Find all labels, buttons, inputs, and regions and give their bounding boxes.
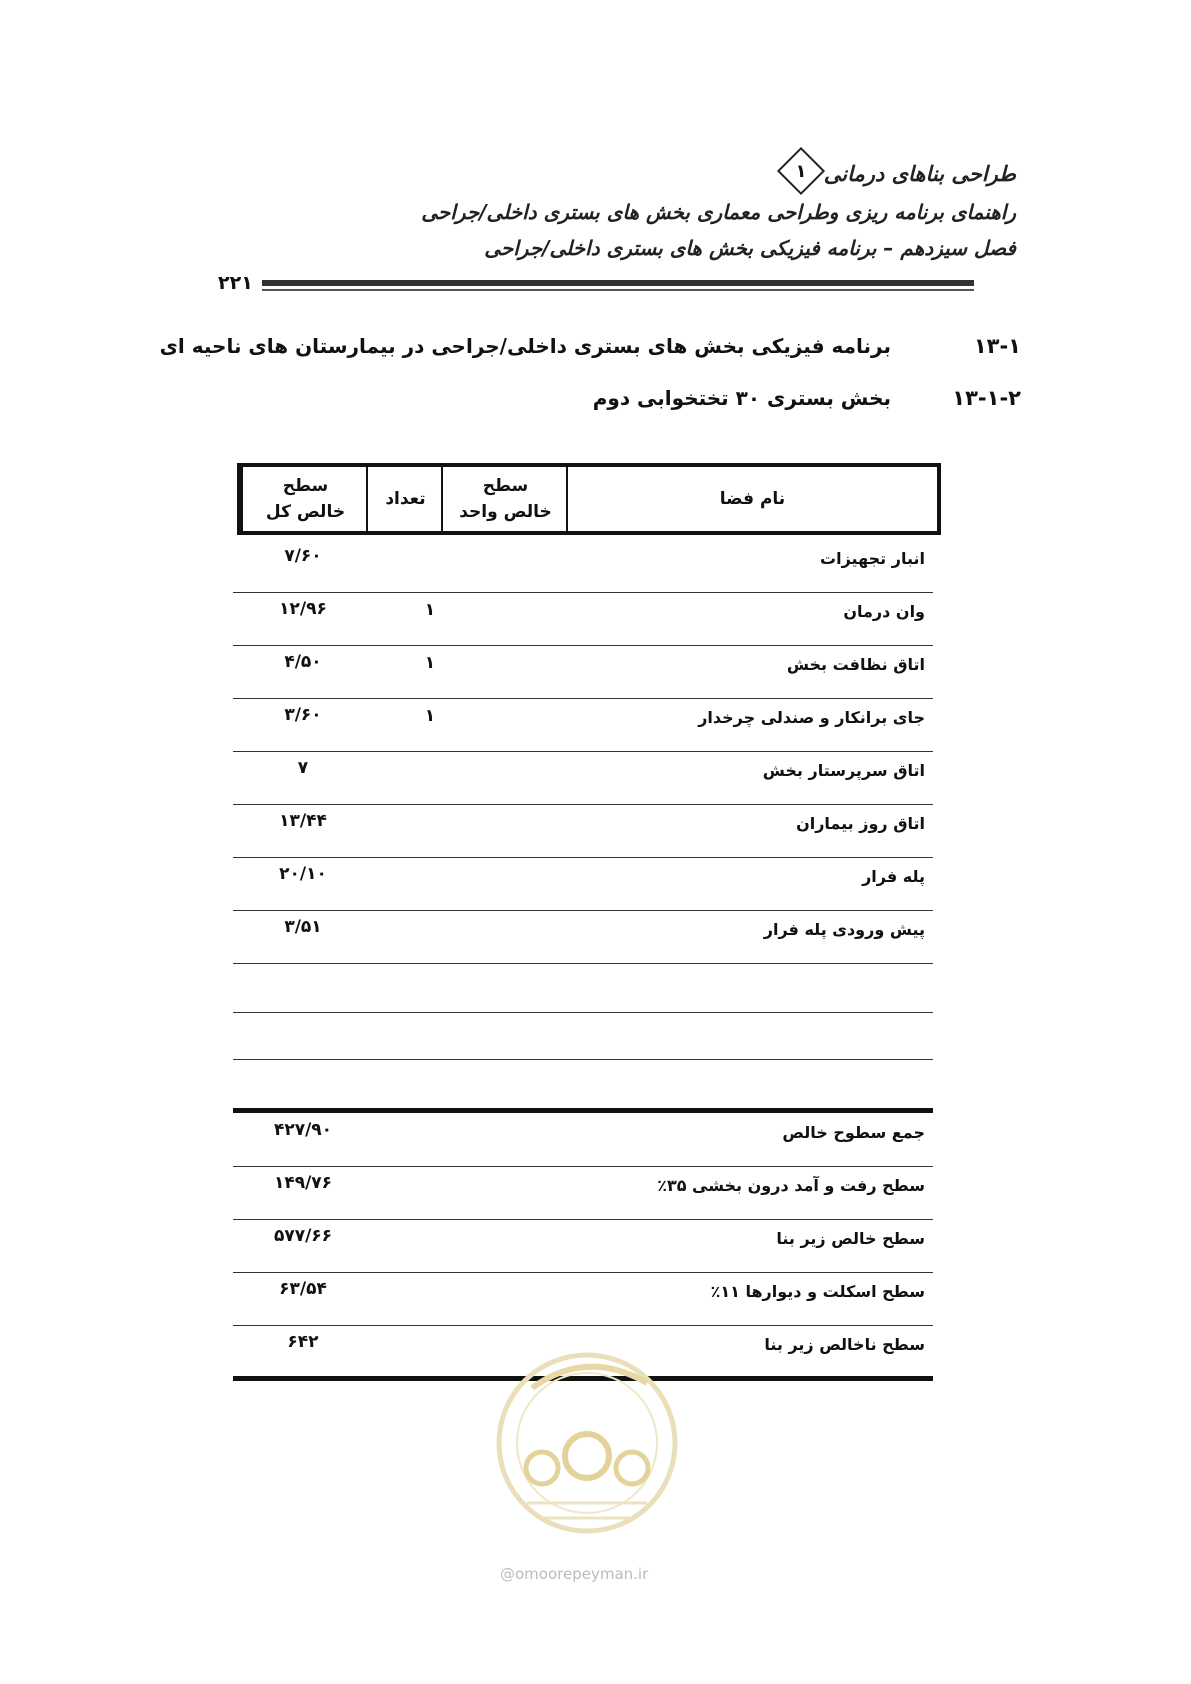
table-header [237,463,941,535]
guide-title: راهنمای برنامه ریزی وطراحی معماری بخش های بستری داخلی/جراحی [421,200,1016,224]
volume-number: ۱ [795,160,807,182]
space-name: پیش ورودی پله فرار [763,920,925,939]
summary-value: ۶۴۲ [287,1332,319,1352]
space-name: پله فرار [862,867,925,886]
row-divider [233,1012,933,1013]
summary-value: ۵۷۷/۶۶ [273,1226,333,1246]
col-total-area: سطح خالص کل [241,467,368,531]
section-number: ۱۳-۱ [973,334,1021,358]
space-name: اتاق روز بیماران [796,814,925,833]
summary-row [233,1221,933,1273]
table-row [233,859,933,911]
space-count: ۱ [424,653,436,673]
book-title: طراحی بناهای درمانی [823,162,1016,186]
row-divider [233,645,933,646]
col-unit-area: سطح خالص واحد [441,467,568,531]
header-rule-thin [262,289,974,291]
summary-label: جمع سطوح خالص [782,1123,925,1142]
table-row [233,594,933,646]
space-total-area: ۳/۵۱ [284,917,322,937]
col-count: تعداد [366,467,443,531]
summary-label: سطح خالص زیر بنا [776,1229,925,1248]
summary-row [233,1115,933,1167]
space-name: جای برانکار و صندلی چرخدار [698,708,925,727]
subsection-title: بخش بستری ۳۰ تختخوابی دوم [592,386,891,410]
row-divider [233,857,933,858]
row-divider [233,804,933,805]
summary-row [233,1274,933,1326]
summary-value: ۱۴۹/۷۶ [273,1173,333,1193]
space-name: اتاق نظافت بخش [786,655,925,674]
col-space-name: نام فضا [566,467,937,531]
watermark-logo-icon [487,1328,687,1558]
table-row [233,806,933,858]
row-divider [233,963,933,964]
page-number: ۲۲۱ [218,272,253,294]
space-total-area: ۱۲/۹۶ [279,599,327,619]
row-divider [233,698,933,699]
summary-value: ۴۲۷/۹۰ [273,1120,333,1140]
table-row [233,753,933,805]
volume-badge [777,147,825,195]
table-row [233,541,933,593]
space-name: انبار تجهیزات [820,549,925,568]
summary-label: سطح رفت و آمد درون بخشی ۳۵٪ [657,1176,925,1195]
row-divider [233,1272,933,1273]
space-total-area: ۴/۵۰ [284,652,322,672]
table-row [233,912,933,964]
table-row [233,647,933,699]
row-divider [233,1325,933,1326]
summary-row [233,1168,933,1220]
section-title: برنامه فیزیکی بخش های بستری داخلی/جراحی در بیمارستان های ناحیه ای [159,334,891,358]
space-total-area: ۳/۶۰ [284,705,322,725]
space-total-area: ۲۰/۱۰ [279,864,327,884]
space-count: ۱ [424,706,436,726]
row-divider [233,1059,933,1060]
space-name: اتاق سرپرستار بخش [762,761,925,780]
subsection-number: ۱۳-۱-۲ [952,386,1021,410]
row-divider [233,592,933,593]
summary-value: ۶۳/۵۴ [279,1279,327,1299]
row-divider [233,1219,933,1220]
space-total-area: ۱۳/۴۴ [279,811,327,831]
chapter-title: فصل سیزدهم – برنامه فیزیکی بخش های بستری داخلی/جراحی [484,236,1016,260]
space-total-area: ۷/۶۰ [284,546,322,566]
summary-label: سطح ناخالص زیر بنا [764,1335,925,1354]
space-name: وان درمان [843,602,925,621]
header-rule [262,280,974,286]
row-divider [233,910,933,911]
table-row [233,700,933,752]
row-divider [233,1166,933,1167]
space-total-area: ۷ [297,758,309,778]
watermark-url: @omoorepeyman.ir [500,1565,649,1583]
space-count: ۱ [424,600,436,620]
summary-top-rule [233,1108,933,1113]
row-divider [233,751,933,752]
summary-label: سطح اسکلت و دیوارها ۱۱٪ [710,1282,925,1301]
